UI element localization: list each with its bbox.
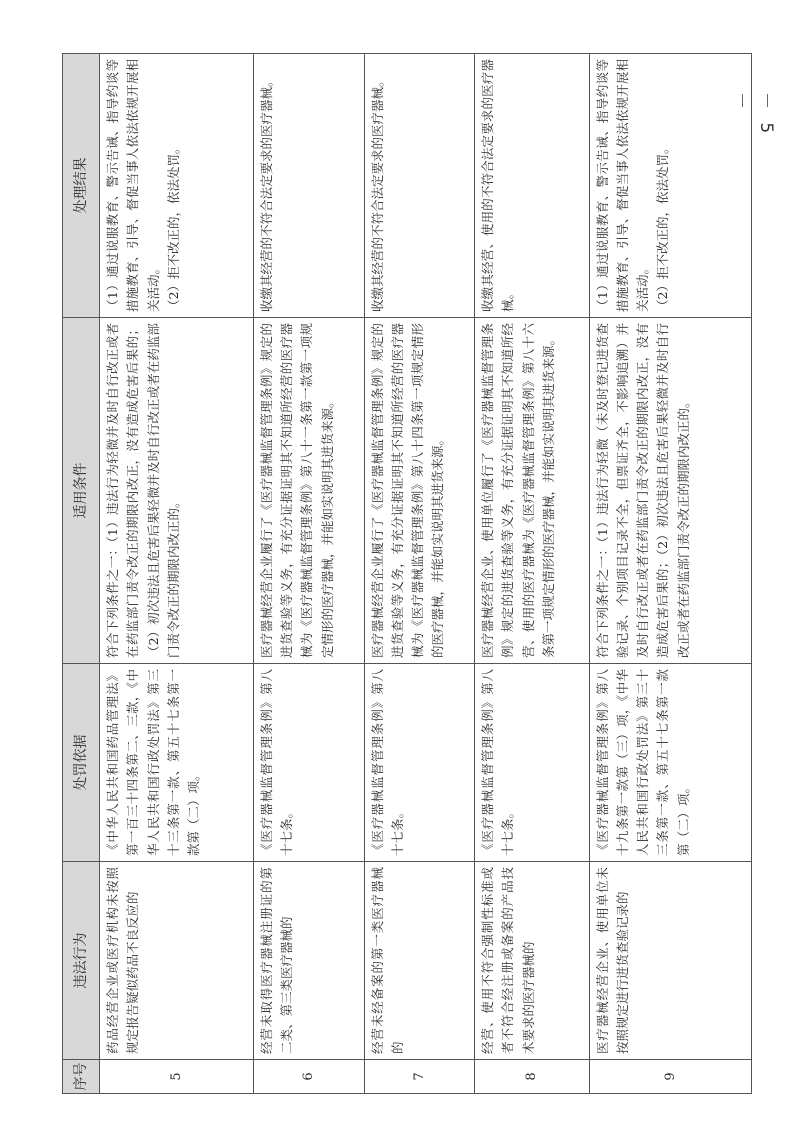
table-row: [253, 54, 364, 1094]
violation-cell: 经营未经备案的第一类医疗器械的: [364, 862, 475, 1060]
result-item: 收缴其经营、使用的不符合法定要求的医疗器械。: [480, 59, 516, 312]
table-row: [475, 54, 590, 1094]
violation-cell: 经营、使用不符合强制性标准或者不符合经注册或备案的产品技术要求的医疗器械的: [475, 862, 590, 1060]
result-item: （2）拒不改正的，依法处罚。: [165, 141, 181, 312]
header-result: 处理结果: [63, 54, 100, 318]
header-conditions: 适用条件: [63, 318, 100, 664]
result-cell: [364, 54, 475, 318]
header-violation: 违法行为: [63, 862, 100, 1060]
basis-cell: 《中华人民共和国药品管理法》第一百三十四条第二、三款，《中华人民共和国行政处罚法》第三十三条第一款、第五十七条第一款第（二）项。: [100, 664, 254, 862]
result-item: （2）拒不改正的，依法处罚。: [655, 141, 671, 312]
result-cell: [589, 54, 751, 318]
table-header-row: [63, 54, 100, 1094]
row-number: 8: [475, 1060, 590, 1094]
conditions-cell: 医疗器械经营企业履行了《医疗器械监督管理条例》规定的进货查验等义务，有充分证据证明其不知道所经营的医疗器械为《医疗器械监督管理条例》第八十一条第一款第一项规定情形的医疗器械，并能如实说明其进货来源。: [253, 318, 364, 664]
row-number: 7: [364, 1060, 475, 1094]
result-item: 收缴其经营的不符合法定要求的医疗器械。: [258, 74, 274, 312]
table-row: [100, 54, 254, 1094]
penalty-table: [62, 53, 752, 1094]
basis-cell: 《医疗器械监督管理条例》第八十九条第一款第（三）项，《中华人民共和国行政处罚法》第三十三条第一款、第五十七条第一款第（二）项。: [589, 664, 751, 862]
basis-cell: 《医疗器械监督管理条例》第八十七条。: [475, 664, 590, 862]
conditions-cell: 符合下列条件之一：（1）违法行为轻微并及时自行改正或者在药监部门责令改正的期限内改正，没有造成危害后果的；（2）初次违法且危害后果轻微并及时自行改正或者在药监部门责令改正的期限内改正的。: [100, 318, 254, 664]
violation-cell: 医疗器械经营企业、使用单位未按照规定进行进货查验记录的: [589, 862, 751, 1060]
conditions-cell: 医疗器械经营企业、使用单位履行了《医疗器械监督管理条例》规定的进货查验等义务，有充分证据证明其不知道所经营、使用的医疗器械为《医疗器械监督管理条例》第八十六条第一项规定情形的医疗器械，并能如实说明其进货来源。: [475, 318, 590, 664]
result-cell: [100, 54, 254, 318]
row-number: 5: [100, 1060, 254, 1094]
result-item: 收缴其经营的不符合法定要求的医疗器械。: [369, 74, 385, 312]
header-no: 序号: [63, 1060, 100, 1094]
result-item: （1）通过说服教育、警示告诫、指导约谈等措施教育、引导、督促当事人依法依规开展相关活动。: [105, 59, 161, 312]
rotated-table-container: [62, 54, 752, 1094]
page-number: － 5 －: [731, 92, 776, 138]
basis-cell: 《医疗器械监督管理条例》第八十七条。: [364, 664, 475, 862]
result-cell: [253, 54, 364, 318]
row-number: 9: [589, 1060, 751, 1094]
result-cell: [475, 54, 590, 318]
violation-cell: 药品经营企业或医疗机构未按照规定报告疑似药品不良反应的: [100, 862, 254, 1060]
basis-cell: 《医疗器械监督管理条例》第八十七条。: [253, 664, 364, 862]
row-number: 6: [253, 1060, 364, 1094]
result-item: （1）通过说服教育、警示告诫、指导约谈等措施教育、引导、督促当事人依法依规开展相关活动。: [594, 59, 651, 312]
header-basis: 处罚依据: [63, 664, 100, 862]
conditions-cell: 医疗器械经营企业履行了《医疗器械监督管理条例》规定的进货查验等义务，有充分证据证明其不知道所经营的医疗器械为《医疗器械监督管理条例》第八十四条第一项规定情形的医疗器械，并能如实说明其进货来源。: [364, 318, 475, 664]
violation-cell: 经营未取得医疗器械注册证的第二类、第三类医疗器械的: [253, 862, 364, 1060]
conditions-cell: 符合下列条件之一：（1）违法行为轻微（未及时登记进货查验记录、个别项目记录不全，但票证齐全，不影响追溯）并及时自行改正或者在药监部门责令改正的期限内改正，没有造成危害后果的；（2）初次违法且危害后果轻微并及时自行改正或者在药监部门责令改正的期限内改正的。: [589, 318, 751, 664]
table-row: [589, 54, 751, 1094]
table-row: [364, 54, 475, 1094]
